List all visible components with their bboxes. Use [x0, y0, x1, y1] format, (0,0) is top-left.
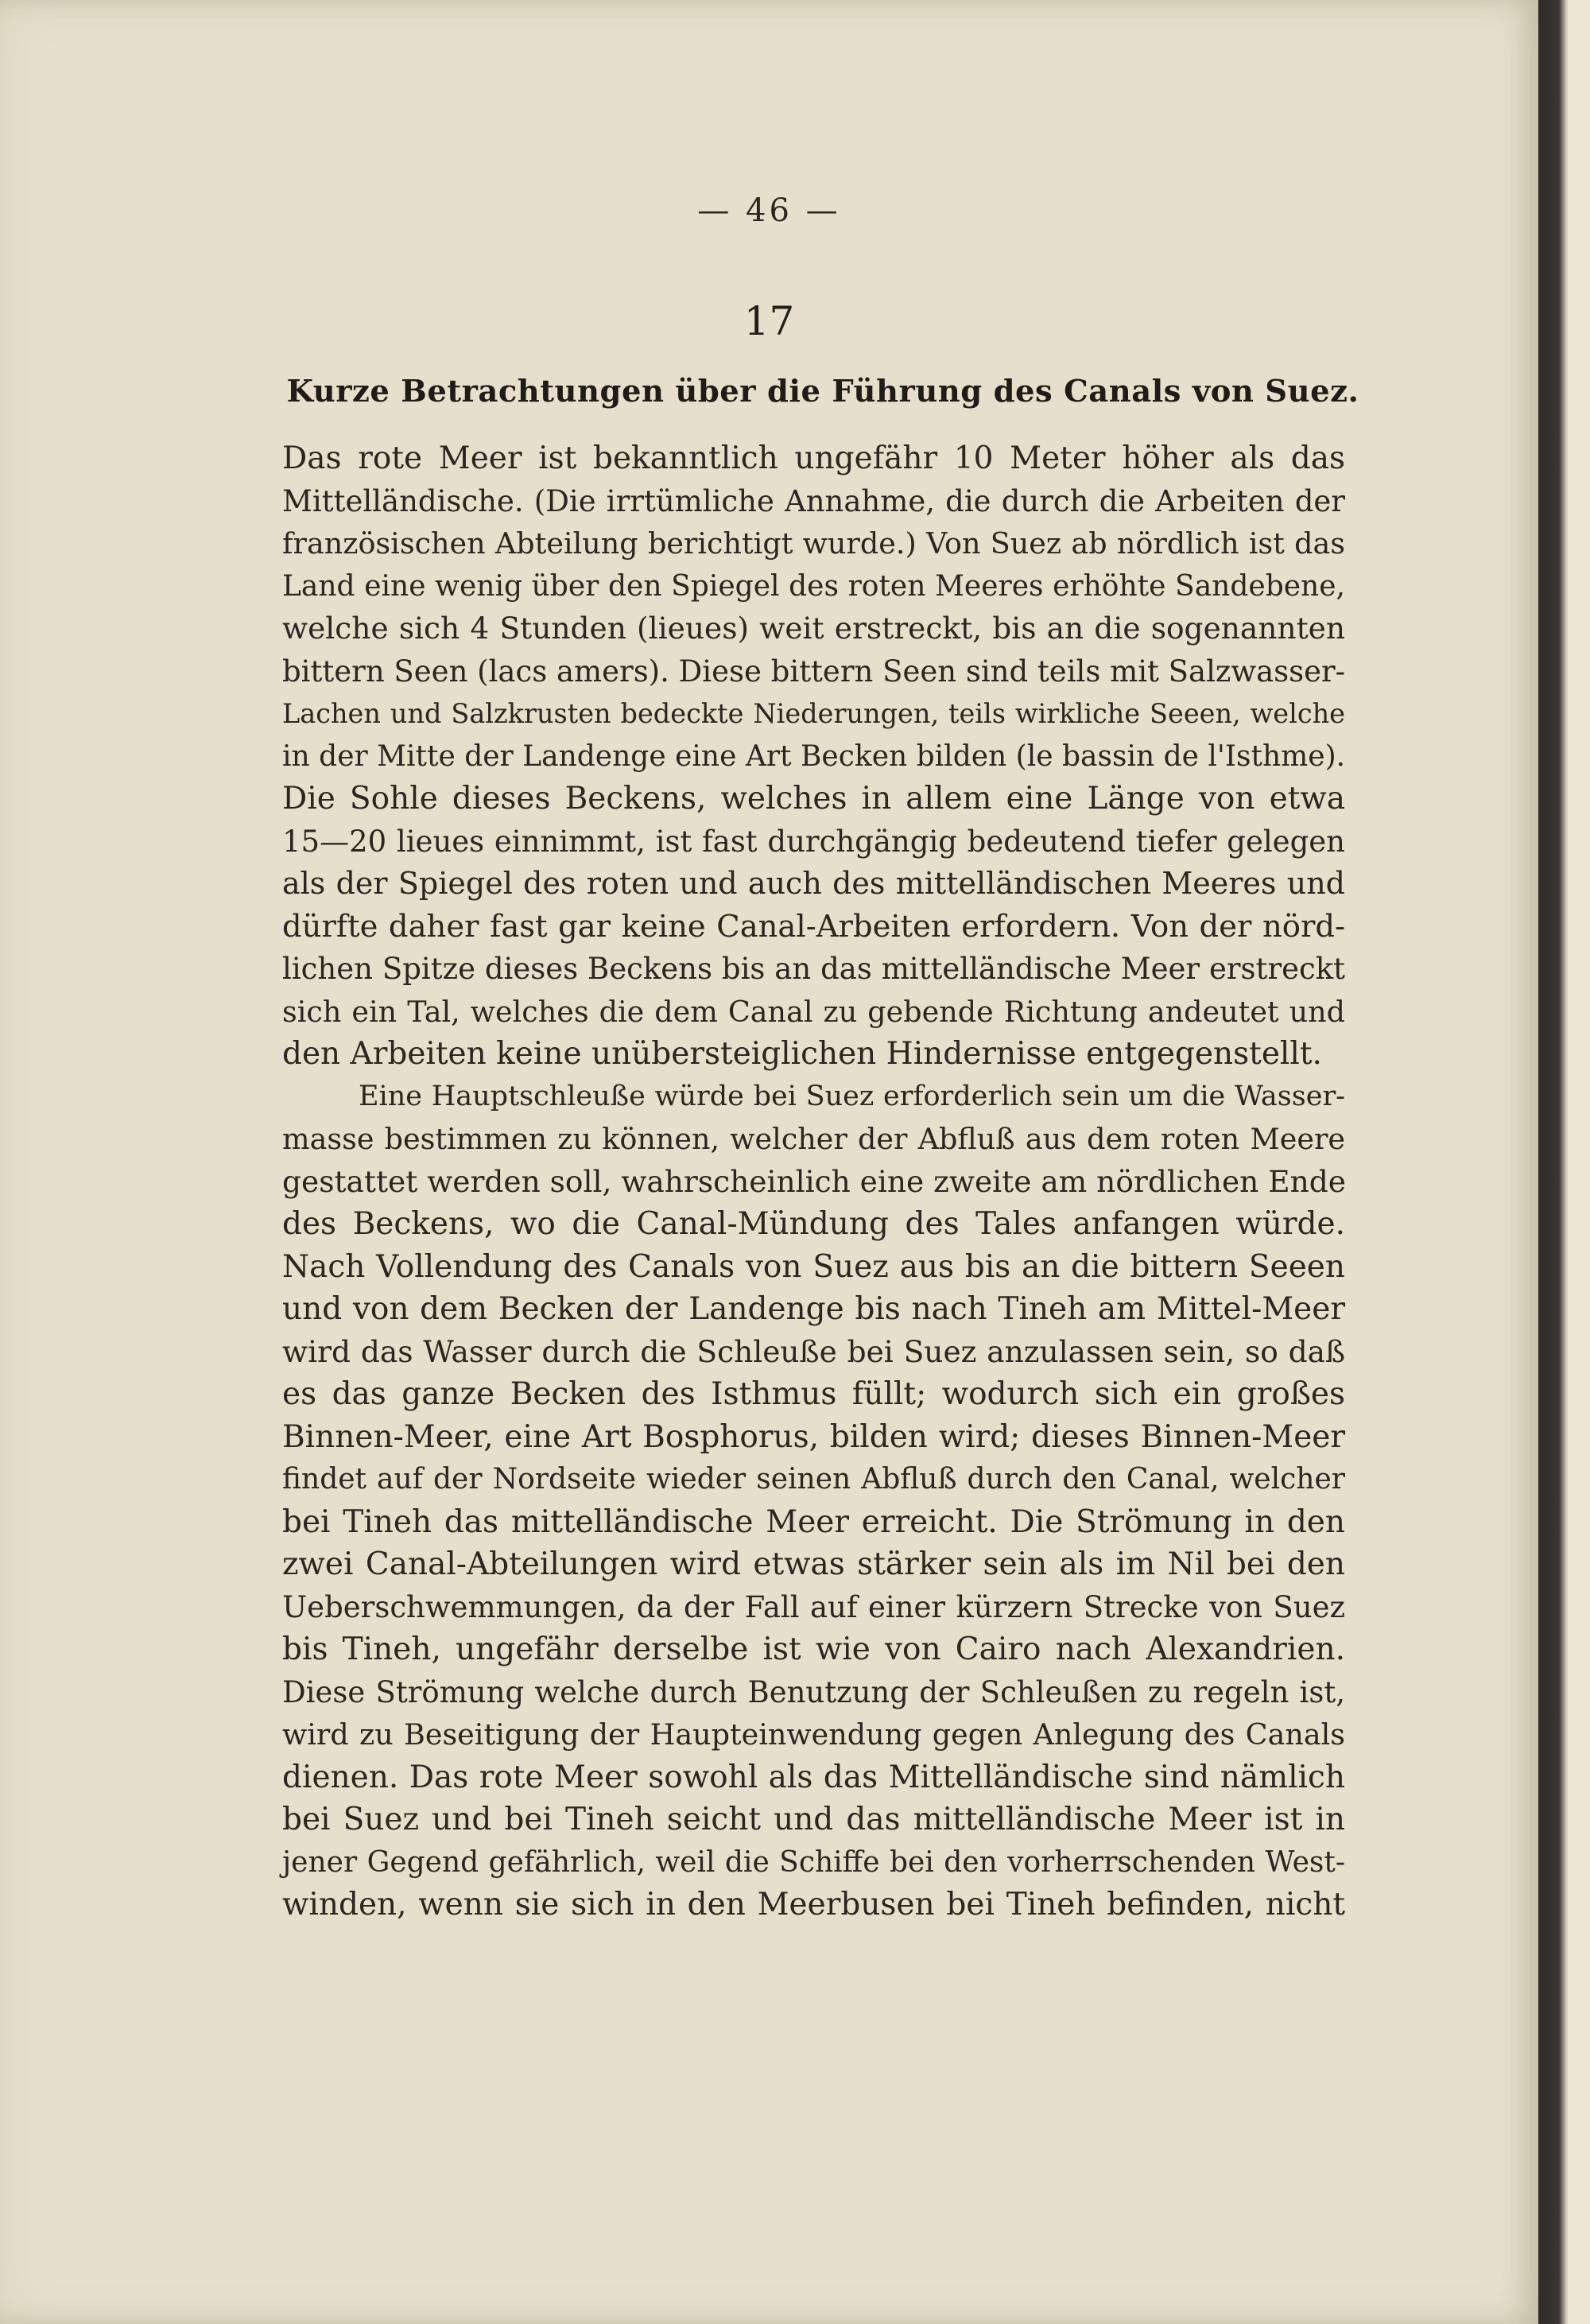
text-line: Diese Strömung welche durch Benutzung der Schleußen zu regeln ist, — [282, 1674, 1345, 1709]
text-line: Lachen und Salzkrusten bedeckte Niederungen, teils wirkliche Seeen, welche — [282, 698, 1345, 729]
next-page-edge — [1568, 0, 1590, 2324]
text-line: welche sich 4 Stunden (lieues) weit erstreckt, bis an die sogenannten — [282, 611, 1345, 646]
text-line: des Beckens, wo die Canal-Mündung des Tales anfangen würde. — [282, 1206, 1345, 1242]
body-text — [282, 437, 1345, 1926]
text-line: den Arbeiten keine unübersteiglichen Hindernisse entgegenstellt. — [282, 1036, 1322, 1072]
text-line: wird zu Beseitigung der Haupteinwendung gegen Anlegung des Canals — [282, 1717, 1345, 1752]
text-line: Ueberschwemmungen, da der Fall auf einer kürzern Strecke von Suez — [282, 1589, 1345, 1624]
text-line: gestattet werden soll, wahrscheinlich eine zweite am nördlichen Ende — [282, 1163, 1346, 1199]
text-line: winden, wenn sie sich in den Meerbusen bei Tineh befinden, nicht — [282, 1887, 1345, 1922]
text-line: masse bestimmen zu können, welcher der Abfluß aus dem roten Meere — [282, 1122, 1345, 1156]
text-line: lichen Spitze dieses Beckens bis an das mittelländische Meer erstreckt — [282, 952, 1345, 986]
text-line: Eine Hauptschleuße würde bei Suez erforderlich sein um die Wasser- — [359, 1080, 1345, 1112]
text-line: es das ganze Becken des Isthmus füllt; wodurch sich ein großes — [282, 1376, 1345, 1412]
text-line: jener Gegend gefährlich, weil die Schiffe bei den vorherrschenden West- — [282, 1845, 1345, 1879]
text-line: dienen. Das rote Meer sowohl als das Mittelländische sind nämlich — [282, 1759, 1345, 1795]
text-line: bittern Seen (lacs amers). Diese bittern Seen sind teils mit Salzwasser- — [282, 654, 1346, 689]
text-line: Das rote Meer ist bekanntlich ungefähr 10 Meter höher als das — [282, 440, 1345, 476]
text-line: Mittelländische. (Die irrtümliche Annahme, die durch die Arbeiten der — [282, 483, 1345, 518]
chapter-number: 17 — [743, 298, 795, 344]
text-line: wird das Wasser durch die Schleuße bei Suez anzulassen sein, so daß — [282, 1333, 1345, 1369]
chapter-title: Kurze Betrachtungen über die Führung des Canals von Suez. — [286, 374, 1359, 409]
text-line: Binnen-Meer, eine Art Bosphorus, bilden wird; dieses Binnen-Meer — [282, 1418, 1345, 1455]
text-line: Nach Vollendung des Canals von Suez aus bis an die bittern Seeen — [282, 1248, 1345, 1285]
text-line: dürfte daher fast gar keine Canal-Arbeiten erfordern. Von der nörd- — [282, 908, 1345, 945]
text-line: als der Spiegel des roten und auch des mittelländischen Meeres und — [282, 866, 1345, 901]
page-number: — 46 — — [697, 192, 841, 229]
text-line: Die Sohle dieses Beckens, welches in allem eine Länge von etwa — [282, 781, 1345, 817]
text-line: französischen Abteilung berichtigt wurde.) Von Suez ab nördlich ist das — [282, 526, 1345, 561]
text-line: 15—20 lieues einnimmt, ist fast durchgängig bedeutend tiefer gelegen — [282, 824, 1345, 859]
text-line: zwei Canal-Abteilungen wird etwas stärker sein als im Nil bei den — [282, 1546, 1345, 1582]
text-line: bis Tineh, ungefähr derselbe ist wie von Cairo nach Alexandrien. — [282, 1631, 1345, 1667]
text-line: und von dem Becken der Landenge bis nach Tineh am Mittel-Meer — [282, 1291, 1345, 1327]
text-line: sich ein Tal, welches die dem Canal zu gebende Richtung andeutet und — [282, 994, 1345, 1029]
text-line: findet auf der Nordseite wieder seinen Abfluß durch den Canal, welcher — [282, 1463, 1345, 1496]
text-line: in der Mitte der Landenge eine Art Becken bilden (le bassin de l'Isthme). — [282, 739, 1346, 773]
text-line: bei Suez und bei Tineh seicht und das mittelländische Meer ist in — [282, 1802, 1345, 1837]
text-line: bei Tineh das mittelländische Meer erreicht. Die Strömung in den — [282, 1503, 1345, 1540]
text-line: Land eine wenig über den Spiegel des roten Meeres erhöhte Sandebene, — [282, 569, 1345, 603]
